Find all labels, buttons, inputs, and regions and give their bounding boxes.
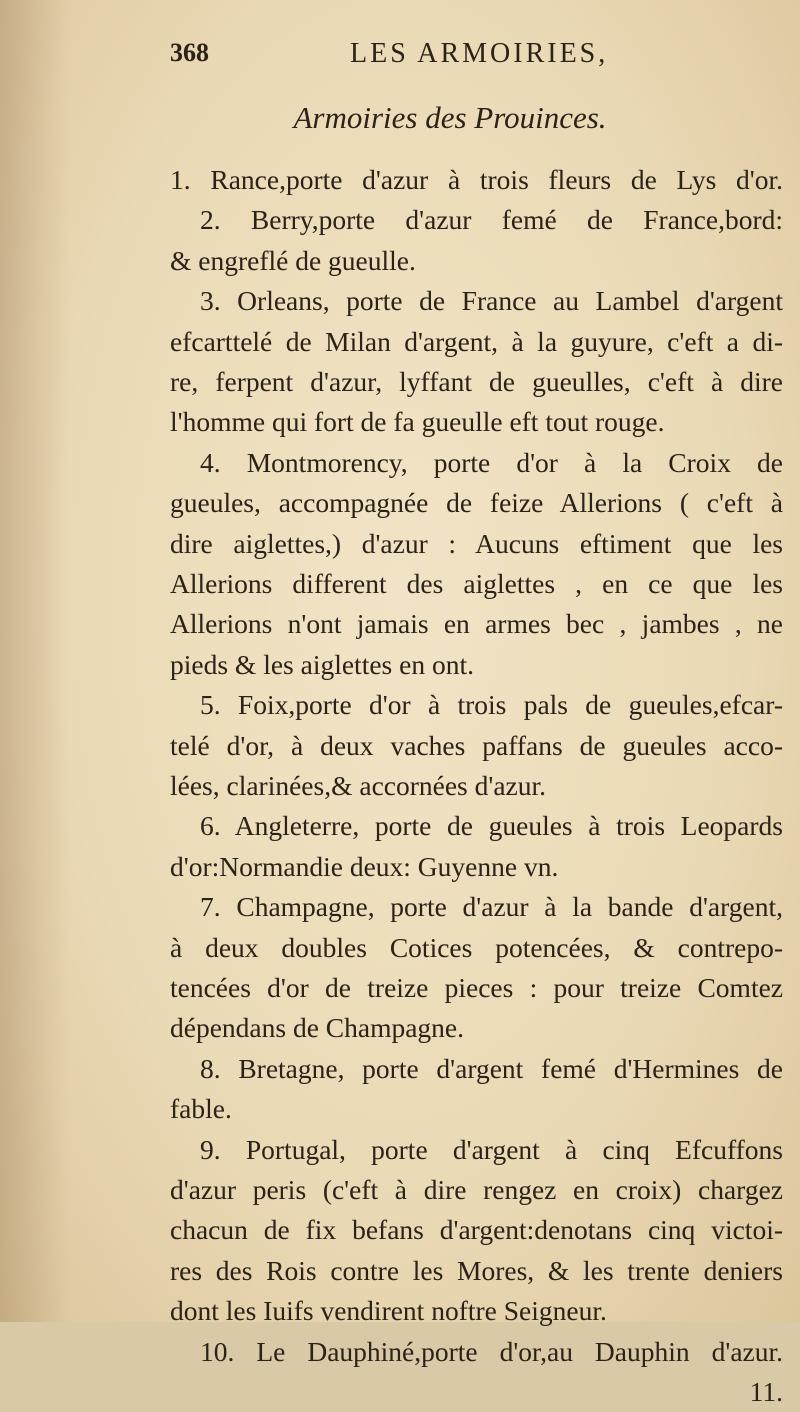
page-number: 368 (170, 38, 209, 67)
text-line: l'homme qui fort de fa gueulle eft tout rouge. (170, 406, 665, 438)
text-line: 10. Le Dauphiné,porte d'or,au Dauphin d'azur. (200, 1335, 783, 1367)
text-line: 9. Portugal, porte d'argent à cinq Efcuffons (200, 1133, 783, 1165)
text-line: re, ferpent d'azur, lyffant de gueulles, c'eft à dire (170, 366, 783, 397)
text-line: 7. Champagne, porte d'azur à la bande d'argent, (200, 891, 783, 923)
section-heading: Armoiries des Prouinces. (293, 100, 607, 135)
text-line: pieds & les aiglettes en ont. (170, 648, 474, 680)
text-line: telé d'or, à deux vaches paffans de gueules acco- (170, 729, 783, 761)
page-gutter-shadow (0, 0, 70, 1322)
text-line: gueules, accompagnée de feize Allerions ( c'eft à (170, 487, 783, 519)
text-line: à deux doubles Cotices potencées, & contrepo- (170, 931, 783, 963)
text-line: d'azur peris (c'eft à dire rengez en croix) chargez (170, 1174, 783, 1205)
text-line: & engreflé de gueulle. (170, 244, 416, 276)
text-line: Allerions n'ont jamais en armes bec , jambes , ne (170, 608, 783, 640)
text-line: efcarttelé de Milan d'argent, à la guyure, c'eft a di- (170, 325, 783, 357)
text-line: dire aiglettes,) d'azur : Aucuns eftiment que les (170, 527, 783, 559)
text-line: lées, clarinées,& accornées d'azur. (170, 770, 547, 801)
running-title: LES ARMOIRIES, (350, 38, 609, 69)
text-line: 8. Bretagne, porte d'argent femé d'Hermines de (200, 1052, 783, 1084)
text-line: 2. Berry,porte d'azur femé de France,bord: (200, 204, 783, 236)
text-line: chacun de fix befans d'argent:denotans cinq victoi- (170, 1214, 783, 1246)
text-line: Allerions different des aiglettes , en ce que les (170, 568, 783, 599)
text-line: tencées d'or de treize pieces : pour treize Comtez (170, 972, 783, 1003)
text-line: fable. (170, 1093, 232, 1125)
text-line: 4. Montmorency, porte d'or à la Croix de (200, 446, 783, 478)
text-line: 1. Rance,porte d'azur à trois fleurs de Lys d'or. (170, 164, 783, 195)
catchword: 11. (749, 1376, 783, 1407)
text-line: dépendans de Champagne. (170, 1012, 465, 1044)
text-line: 3. Orleans, porte de France au Lambel d'argent (200, 285, 783, 317)
text-line: dont les Iuifs vendirent noftre Seigneur. (170, 1295, 607, 1327)
text-line: res des Rois contre les Mores, & les trente deniers (170, 1254, 783, 1286)
text-line: 6. Angleterre, porte de gueules à trois Leopards (200, 810, 783, 842)
text-line: d'or:Normandie deux: Guyenne vn. (170, 850, 559, 882)
running-head (170, 38, 730, 74)
text-line: 5. Foix,porte d'or à trois pals de gueules,efcar- (200, 689, 783, 721)
